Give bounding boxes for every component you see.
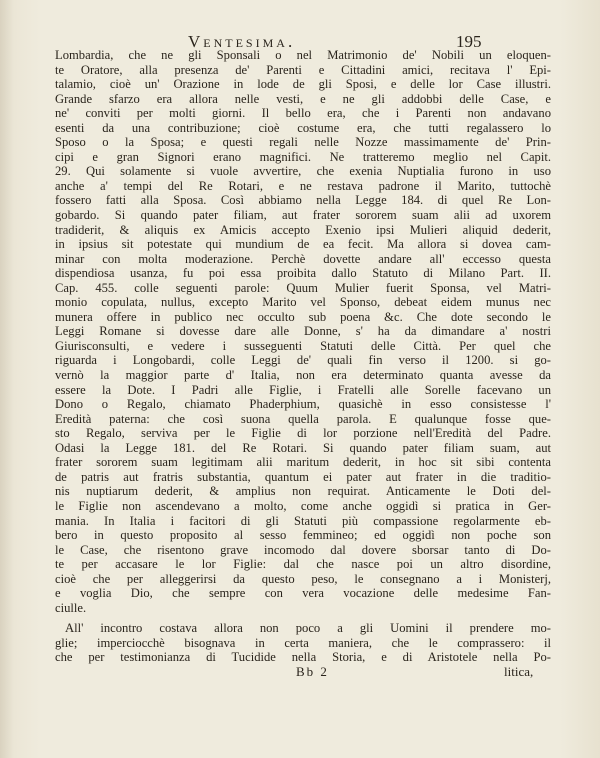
catchword: litica, [504,664,534,679]
text-line: anche a' tempi del Re Rotari, e ne restava padrone il Marito, tuttochè [55,178,551,193]
text-line: Sposo o la Sposa; e questi regali nelle Nozze massimamente de' Prin- [55,135,551,150]
text-line: vernò la maggior parte d' Italia, non era determinato quanta avesse da [55,368,551,383]
text-line: te Oratore, alla presenza de' Parenti e Cittadini amici, recitava l' Epi- [55,62,551,77]
text-line: gobardo. Si quando pater filiam, aut frater sororem suam alii ad uxorem [55,208,551,223]
text-line: All' incontro costava allora non poco a gli Uomini il prendere mo- [65,621,551,636]
text-line: glie; imperciocchè bisognava in certa maniera, che le comprassero: il [55,635,551,650]
text-line: che per testimonianza di Tucidide nella Storia, e di Aristotele nella Po- [55,650,551,665]
text-line: munera offere in publico nec occulto sub poena &c. Che dote secondo le [55,309,551,324]
text-line: Eredità paterna: che così suona quella parola. E qualunque fosse que- [55,411,551,426]
text-line: fossero fatti alla Sposa. Così abbiamo nella Legge 184. di quel Re Lon- [55,193,551,208]
text-line: sto Regalo, serviva per le Figlie di lor porzione nell'Eredità del Padre. [55,426,551,441]
page-footer [0,664,600,686]
text-line: ne' conviti per molti giorni. Il bello era, che i Parenti non andavano [55,106,551,121]
text-line: ciulle. [55,600,87,615]
text-line: Grande sfarzo era allora nelle vesti, e ne gli addobbi delle Case, e [55,91,551,106]
running-title: Ventesima. [188,32,296,51]
body-text [55,48,551,665]
text-line: essere la Dote. I Padri alle Figlie, i Fratelli alle Sorelle facevano un [55,382,551,397]
text-line: te per accasare le lor Figlie: dal che nasce poi un altro disordine, [55,557,551,572]
text-line: e voglia Dio, che sempre con vera vocazione delle medesime Fan- [55,586,551,601]
signature-mark: Bb 2 [296,664,329,679]
text-line: minar con molta moderazione. Perchè dovette andare all' eccesso questa [55,251,551,266]
text-line: Lombardia, che ne gli Sponsali o nel Matrimonio de' Nobili un eloquen- [55,48,551,62]
text-line: esenti da una contribuzione; cioè costume era, che tutti regalassero lo [55,120,551,135]
text-line: riguarda i Longobardi, colle Leggi de' quali fin verso il 1200. si go- [55,353,551,368]
text-line: Giurisconsulti, e vedere i susseguenti Statuti delle Città. Per quel che [55,338,551,353]
text-line: nis nuptiarum dederit, & amplius non requirat. Anticamente le Doti del- [55,484,551,499]
text-line: le Figlie non ascendevano a molto, come anche oggidì si pratica in Ger- [55,498,551,513]
text-line: dispendiosa usanza, fu poi essa proibita dallo Statuto di Milano Part. II. [55,266,551,281]
text-line: monio copulata, nullus, excepto Marito vel Sponso, debeat eidem munus nec [55,295,551,310]
text-line: Dono o Regalo, chiamato Phaderphium, quasichè in esso consistesse l' [55,397,551,412]
text-line: bero in questo proposito al sesso femmineo; ed oggidì non poche son [55,528,551,543]
text-line: tradiderit, & aliquis ex Amicis accepto Exenio ipsi Mulieri aliquid dederit, [55,222,551,237]
text-line: 29. Qui solamente si vuole avvertire, che exenia Nuptialia furono in uso [55,164,551,179]
text-line: talamio, cioè un' Orazione in lode de gli Sposi, e delle lor Case illustri. [55,77,551,92]
text-line: mania. In Italia i facitori di gli Statuti più compassione regolarmente eb- [55,513,551,528]
text-line: in ipsius sit potestate qui mundium de ea fecit. Ma allora si dovea cam- [55,237,551,252]
text-line: frater sororem suam legitimam alii maritum dederit, in hoc sit sibi contenta [55,455,551,470]
text-line: Leggi Romane si dovesse dare alle Donne, s' ha da dimandare a' nostri [55,324,551,339]
text-line: cipi e gran Signori erano magnifici. Ne tratteremo meglio nel Capit. [55,149,551,164]
text-line: Odasi la Legge 181. del Re Rotari. Si quando pater filiam suam, aut [55,440,551,455]
text-line: cioè che per alleggerirsi da questo peso, le consegnano a i Monisterj, [55,571,551,586]
page-number: 195 [456,32,482,51]
text-line: Cap. 455. colle seguenti parole: Quum Mulier fuerit Sponsa, vel Matri- [55,280,551,295]
text-line: de patris aut fratris substantia, quantum ei pater aut frater in die traditio- [55,469,551,484]
text-line: le Case, che risentono grave incomodo dal dovere sborsar tanto di Do- [55,542,551,557]
